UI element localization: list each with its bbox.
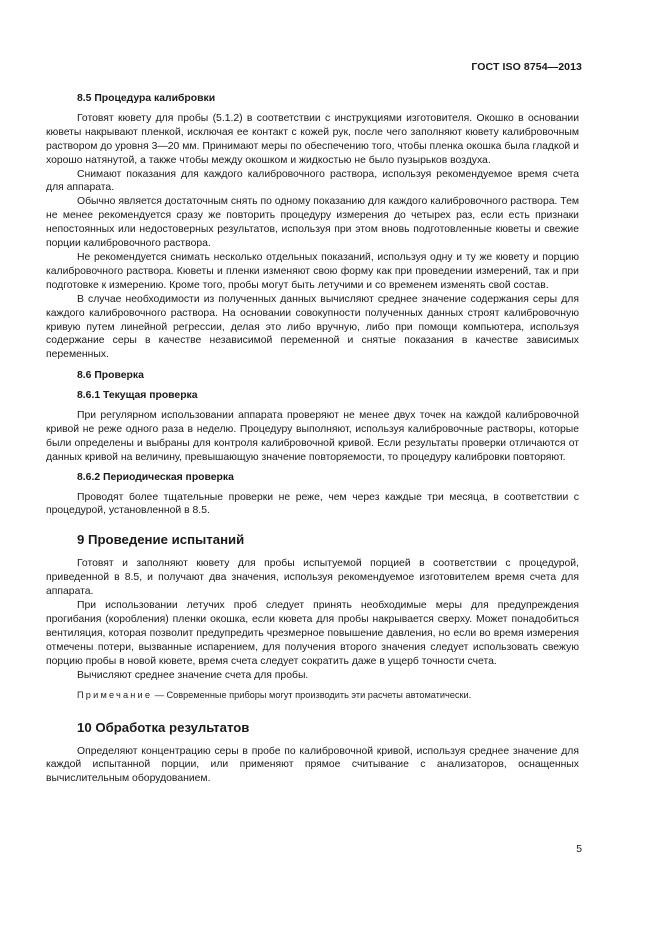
section-heading-9: 9 Проведение испытаний <box>77 532 245 548</box>
paragraph: Готовят и заполняют кювету для пробы испытуемой порцией в соответствии с процедурой, приведенной в 8.5, и получают два значения, используя рекомендуемое изготовителем время счета для аппарата. <box>46 558 579 598</box>
page-number: 5 <box>576 844 582 855</box>
note-label: Примечание <box>77 689 153 700</box>
paragraph: При использовании летучих проб следует принять необходимые меры для предупреждения прогибания (коробления) пленки окошка, если кювета для пробы накрывается сверху. Может понадобиться вентиляция, которая позволит предупредить чрезмерное повышение давления, но если во время измерения отмечены потери, вызванные испарением, для получения второго значения следует использовать свежую порцию пробы в новой кювете, время счета следует сократить даже в ущерб точности счета. <box>46 600 579 667</box>
paragraph: Проводят более тщательные проверки не реже, чем через каждые три месяца, в соответствии с процедурой, установленной в 8.5. <box>46 491 579 517</box>
subsection-heading-8-6-2: 8.6.2 Периодическая проверка <box>77 471 234 483</box>
paragraph: Не рекомендуется снимать несколько отдельных показаний, используя одну и ту же кювету и порцию калибровочного раствора. Кюветы и пленки изменяют свою форму как при проведении измерений, так и при подготовке к измерению. Кроме того, пробы могут быть летучими и со временем изменять свой состав. <box>46 251 579 291</box>
paragraph: Готовят кювету для пробы (5.1.2) в соответствии с инструкциями изготовителя. Окошко в основании кюветы накрывают пленкой, исключая ее контакт с кожей рук, после чего заполняют кювету калибровочным раствором до уровня 3—20 мм. Принимают меры по обеспечению того, чтобы пленка окошка была гладкой и хорошо натянутой, а также чтобы между окошком и жидкостью не было пузырьков воздуха. <box>46 112 579 166</box>
paragraph: Определяют концентрацию серы в пробе по калибровочной кривой, используя среднее значение для каждой испытанной порции, или применяют прямое считывание с анализаторов, оснащенных вычислительным оборудованием. <box>46 745 579 785</box>
section-heading-8-5: 8.5 Процедура калибровки <box>77 93 216 104</box>
note <box>46 689 579 701</box>
document-body <box>46 89 579 786</box>
paragraph: Обычно является достаточным снять по одному показанию для каждого калибровочного раствора. Тем не менее рекомендуется сразу же повторить процедуру измерения до четырех раз, если есть признаки непостоянных или недостоверных результатов, используя при этом вновь подготовленные кюветы и свежие порции калибровочного раствора. <box>46 196 579 250</box>
note-text: — Современные приборы могут производить эти расчеты автоматически. <box>152 689 472 700</box>
standard-header: ГОСТ ISO 8754—2013 <box>471 61 582 73</box>
paragraph: При регулярном использовании аппарата проверяют не менее двух точек на каждой калибровочной кривой не реже одного раза в неделю. Процедуру выполняют, используя калибровочные растворы, которые были определены и выбраны для контроля калибровочной кривой. Если результаты проверки отличаются от данных кривой на величину, превышающую значение повторяемости, то процедуру калибровки повторяют. <box>46 410 579 463</box>
subsection-heading-8-6-1: 8.6.1 Текущая проверка <box>77 390 198 402</box>
section-heading-8-6: 8.6 Проверка <box>77 370 144 382</box>
paragraph: В случае необходимости из полученных данных вычисляют среднее значение содержания серы для каждого калибровочного раствора. На основании совокупности полученных данных строят калибровочную кривую путем линейной регрессии, делая это либо вручную, либо при помощи компьютера, используя содержание серы в качестве независимой переменной и снятые показания в качестве зависимых переменных. <box>46 293 579 361</box>
section-heading-10: 10 Обработка результатов <box>77 719 250 735</box>
paragraph: Снимают показания для каждого калибровочного раствора, используя рекомендуемое время счета для аппарата. <box>46 168 579 194</box>
paragraph: Вычисляют среднее значение счета для пробы. <box>77 669 309 681</box>
